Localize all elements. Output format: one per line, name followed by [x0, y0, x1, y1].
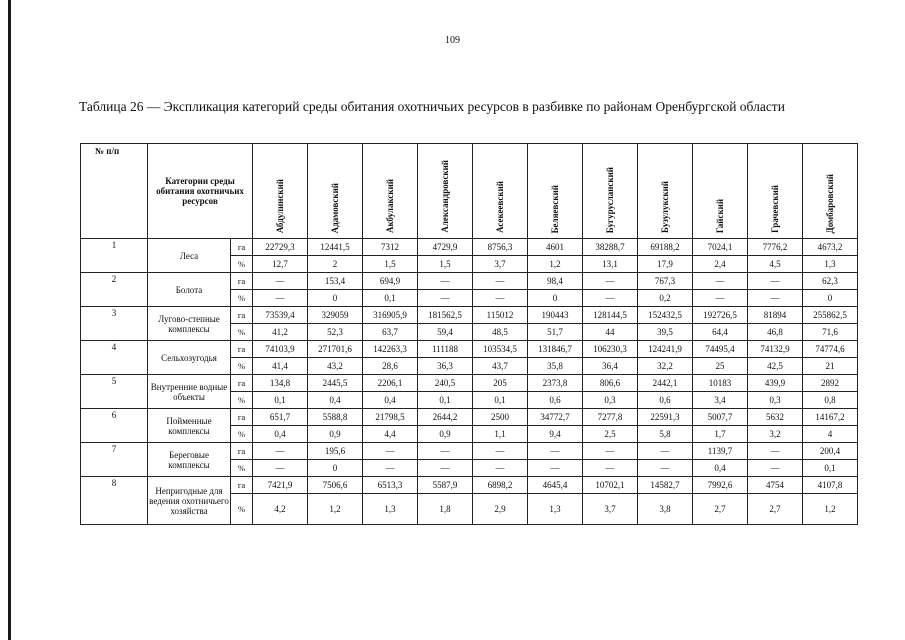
cell-area-ha: — — [528, 443, 583, 460]
cell-percent: 1,3 — [528, 494, 583, 525]
cell-area-ha: 4107,8 — [803, 477, 858, 494]
cell-area-ha: 8756,3 — [473, 239, 528, 256]
cell-percent: 0,4 — [693, 460, 748, 477]
cell-area-ha: 7992,6 — [693, 477, 748, 494]
cell-percent: 4,4 — [363, 426, 418, 443]
district-name: Гайский — [715, 198, 725, 233]
cell-area-ha: 2206,1 — [363, 375, 418, 392]
cell-area-ha: 12441,5 — [308, 239, 363, 256]
cell-area-ha: 4601 — [528, 239, 583, 256]
cell-percent: 4 — [803, 426, 858, 443]
cell-percent: — — [473, 290, 528, 307]
district-name: Беляевский — [550, 184, 560, 233]
binding-edge-line — [8, 0, 11, 640]
cell-percent: 32,2 — [638, 358, 693, 375]
cell-area-ha: 81894 — [748, 307, 803, 324]
cell-area-ha: 14582,7 — [638, 477, 693, 494]
table-row — [81, 443, 858, 460]
cell-area-ha: 74495,4 — [693, 341, 748, 358]
cell-area-ha: 128144,5 — [583, 307, 638, 324]
cell-percent: 0,1 — [363, 290, 418, 307]
cell-area-ha: 14167,2 — [803, 409, 858, 426]
row-category: Болота — [148, 273, 231, 307]
cell-percent: 48,5 — [473, 324, 528, 341]
cell-area-ha: 115012 — [473, 307, 528, 324]
cell-area-ha: 6513,3 — [363, 477, 418, 494]
unit-ha: га — [231, 239, 253, 256]
cell-area-ha: 5007,7 — [693, 409, 748, 426]
cell-area-ha: 7776,2 — [748, 239, 803, 256]
cell-area-ha: 2644,2 — [418, 409, 473, 426]
cell-area-ha: 153,4 — [308, 273, 363, 290]
cell-area-ha: 1139,7 — [693, 443, 748, 460]
district-header — [528, 144, 583, 239]
cell-percent: 0,6 — [638, 392, 693, 409]
district-header — [638, 144, 693, 239]
cell-area-ha: 62,3 — [803, 273, 858, 290]
cell-area-ha: — — [253, 273, 308, 290]
cell-percent: 35,8 — [528, 358, 583, 375]
cell-area-ha: 5587,9 — [418, 477, 473, 494]
district-header — [803, 144, 858, 239]
cell-percent: 2,9 — [473, 494, 528, 525]
cell-percent: 0,8 — [803, 392, 858, 409]
row-number: 1 — [81, 239, 148, 273]
district-header — [363, 144, 418, 239]
row-category: Леса — [148, 239, 231, 273]
cell-area-ha: 22729,3 — [253, 239, 308, 256]
cell-percent: 0,1 — [803, 460, 858, 477]
cell-percent: — — [748, 460, 803, 477]
cell-percent: 3,4 — [693, 392, 748, 409]
cell-percent: 2,7 — [748, 494, 803, 525]
row-category: Пойменные комплексы — [148, 409, 231, 443]
cell-area-ha: 106230,3 — [583, 341, 638, 358]
cell-percent: — — [583, 290, 638, 307]
cell-area-ha: 7312 — [363, 239, 418, 256]
cell-percent: 52,3 — [308, 324, 363, 341]
cell-percent: — — [418, 290, 473, 307]
cell-area-ha: — — [418, 443, 473, 460]
table-row — [81, 307, 858, 324]
cell-area-ha: 5632 — [748, 409, 803, 426]
cell-percent: 1,8 — [418, 494, 473, 525]
table-row — [81, 477, 858, 494]
cell-percent: 0,6 — [528, 392, 583, 409]
cell-percent: 1,2 — [528, 256, 583, 273]
district-header — [693, 144, 748, 239]
cell-area-ha: 271701,6 — [308, 341, 363, 358]
cell-percent: 0,1 — [253, 392, 308, 409]
district-header — [253, 144, 308, 239]
cell-area-ha: 7421,9 — [253, 477, 308, 494]
cell-area-ha: 205 — [473, 375, 528, 392]
cell-percent: 0,4 — [308, 392, 363, 409]
row-category: Внутренние водные объекты — [148, 375, 231, 409]
cell-area-ha: — — [748, 273, 803, 290]
cell-area-ha: — — [253, 443, 308, 460]
cell-percent: 59,4 — [418, 324, 473, 341]
header-category: Категории среды обитания охотничьих ресурсов — [148, 144, 253, 239]
cell-percent: 0 — [528, 290, 583, 307]
cell-percent: 2,4 — [693, 256, 748, 273]
table-row — [81, 375, 858, 392]
district-name: Грачевский — [770, 185, 780, 233]
unit-percent: % — [231, 494, 253, 525]
cell-area-ha: — — [748, 443, 803, 460]
unit-ha: га — [231, 375, 253, 392]
cell-area-ha: — — [473, 443, 528, 460]
row-category: Береговые комплексы — [148, 443, 231, 477]
district-header — [748, 144, 803, 239]
cell-percent: 5,8 — [638, 426, 693, 443]
row-number: 6 — [81, 409, 148, 443]
row-number: 2 — [81, 273, 148, 307]
page-number: 109 — [445, 35, 460, 46]
cell-percent: 13,1 — [583, 256, 638, 273]
cell-area-ha: 4754 — [748, 477, 803, 494]
cell-area-ha: 195,6 — [308, 443, 363, 460]
unit-ha: га — [231, 341, 253, 358]
cell-percent: — — [473, 460, 528, 477]
cell-area-ha: — — [418, 273, 473, 290]
cell-percent: 17,9 — [638, 256, 693, 273]
unit-ha: га — [231, 273, 253, 290]
unit-percent: % — [231, 290, 253, 307]
cell-percent: 1,3 — [803, 256, 858, 273]
cell-area-ha: 439,9 — [748, 375, 803, 392]
cell-area-ha: 131846,7 — [528, 341, 583, 358]
cell-percent: 4,2 — [253, 494, 308, 525]
cell-area-ha: 103534,5 — [473, 341, 528, 358]
cell-percent: 0,3 — [748, 392, 803, 409]
cell-area-ha: 74774,6 — [803, 341, 858, 358]
cell-area-ha: 134,8 — [253, 375, 308, 392]
table-row — [81, 409, 858, 426]
cell-area-ha: 10183 — [693, 375, 748, 392]
cell-percent: 1,2 — [308, 494, 363, 525]
cell-area-ha: 200,4 — [803, 443, 858, 460]
cell-area-ha: 316905,9 — [363, 307, 418, 324]
cell-area-ha: — — [363, 443, 418, 460]
cell-percent: 2 — [308, 256, 363, 273]
unit-percent: % — [231, 324, 253, 341]
district-name: Александровский — [440, 160, 450, 233]
unit-ha: га — [231, 443, 253, 460]
cell-area-ha: 152432,5 — [638, 307, 693, 324]
cell-percent: 2,7 — [693, 494, 748, 525]
cell-percent: 0,2 — [638, 290, 693, 307]
cell-percent: 25 — [693, 358, 748, 375]
cell-percent: 43,7 — [473, 358, 528, 375]
cell-percent: — — [638, 460, 693, 477]
cell-percent: 36,4 — [583, 358, 638, 375]
cell-area-ha: 98,4 — [528, 273, 583, 290]
unit-percent: % — [231, 460, 253, 477]
cell-percent: 12,7 — [253, 256, 308, 273]
cell-area-ha: 192726,5 — [693, 307, 748, 324]
unit-percent: % — [231, 426, 253, 443]
table-row — [81, 239, 858, 256]
cell-area-ha: 7506,6 — [308, 477, 363, 494]
row-category: Сельхозугодья — [148, 341, 231, 375]
cell-area-ha: 181562,5 — [418, 307, 473, 324]
cell-area-ha: — — [473, 273, 528, 290]
row-number: 4 — [81, 341, 148, 375]
unit-percent: % — [231, 358, 253, 375]
cell-area-ha: 767,3 — [638, 273, 693, 290]
district-name: Асекеевский — [495, 181, 505, 233]
cell-percent: 1,3 — [363, 494, 418, 525]
cell-percent: 3,8 — [638, 494, 693, 525]
cell-area-ha: 6898,2 — [473, 477, 528, 494]
cell-area-ha: 2500 — [473, 409, 528, 426]
district-name: Бузулукский — [660, 181, 670, 233]
cell-area-ha: 21798,5 — [363, 409, 418, 426]
cell-area-ha: — — [583, 273, 638, 290]
cell-area-ha: 2445,5 — [308, 375, 363, 392]
district-header — [418, 144, 473, 239]
district-name: Адамовский — [330, 182, 340, 233]
cell-percent: 0 — [308, 290, 363, 307]
cell-percent: 3,7 — [583, 494, 638, 525]
cell-area-ha: 4729,9 — [418, 239, 473, 256]
cell-area-ha: 7277,8 — [583, 409, 638, 426]
cell-percent: 41,2 — [253, 324, 308, 341]
cell-percent: — — [528, 460, 583, 477]
cell-area-ha: 2373,8 — [528, 375, 583, 392]
cell-area-ha: 4645,4 — [528, 477, 583, 494]
cell-area-ha: 255862,5 — [803, 307, 858, 324]
table-caption: Таблица 26 — Экспликация категорий среды обитания охотничьих ресурсов в разбивке по районам Оренбургской области — [79, 99, 785, 114]
cell-percent: — — [363, 460, 418, 477]
cell-percent: 1,5 — [363, 256, 418, 273]
cell-percent: 51,7 — [528, 324, 583, 341]
district-name: Домбаровский — [825, 173, 835, 233]
cell-percent: 4,5 — [748, 256, 803, 273]
cell-area-ha: 111188 — [418, 341, 473, 358]
cell-area-ha: 5588,8 — [308, 409, 363, 426]
cell-percent: 1,5 — [418, 256, 473, 273]
cell-percent: 3,7 — [473, 256, 528, 273]
cell-percent: 64,4 — [693, 324, 748, 341]
cell-percent: 39,5 — [638, 324, 693, 341]
cell-area-ha: 7024,1 — [693, 239, 748, 256]
cell-percent: 0,4 — [253, 426, 308, 443]
row-number: 8 — [81, 477, 148, 525]
cell-percent: — — [748, 290, 803, 307]
cell-percent: — — [583, 460, 638, 477]
table-row — [81, 273, 858, 290]
cell-area-ha: 190443 — [528, 307, 583, 324]
cell-area-ha: 38288,7 — [583, 239, 638, 256]
cell-percent: 71,6 — [803, 324, 858, 341]
cell-percent: 0 — [803, 290, 858, 307]
district-name: Бугурусланский — [605, 166, 615, 233]
cell-percent: 0,1 — [418, 392, 473, 409]
cell-percent: — — [253, 460, 308, 477]
cell-percent: 43,2 — [308, 358, 363, 375]
cell-area-ha: 694,9 — [363, 273, 418, 290]
cell-area-ha: 240,5 — [418, 375, 473, 392]
cell-percent: — — [418, 460, 473, 477]
row-number: 3 — [81, 307, 148, 341]
cell-area-ha: 2892 — [803, 375, 858, 392]
cell-area-ha: 22591,3 — [638, 409, 693, 426]
cell-area-ha: 651,7 — [253, 409, 308, 426]
cell-area-ha: — — [638, 443, 693, 460]
cell-percent: 9,4 — [528, 426, 583, 443]
district-header — [583, 144, 638, 239]
unit-percent: % — [231, 256, 253, 273]
cell-percent: 44 — [583, 324, 638, 341]
cell-percent: 21 — [803, 358, 858, 375]
unit-ha: га — [231, 477, 253, 494]
cell-percent: 28,6 — [363, 358, 418, 375]
cell-percent: 42,5 — [748, 358, 803, 375]
cell-percent: 0,9 — [418, 426, 473, 443]
cell-percent: 46,8 — [748, 324, 803, 341]
district-name: Абдулинский — [275, 178, 285, 233]
cell-percent: 0 — [308, 460, 363, 477]
cell-percent: 63,7 — [363, 324, 418, 341]
cell-area-ha: 69188,2 — [638, 239, 693, 256]
table-header-row — [81, 144, 858, 239]
row-number: 5 — [81, 375, 148, 409]
cell-area-ha: 2442,1 — [638, 375, 693, 392]
cell-area-ha: 329059 — [308, 307, 363, 324]
cell-percent: 2,5 — [583, 426, 638, 443]
district-header — [473, 144, 528, 239]
row-category: Лугово-степные комплексы — [148, 307, 231, 341]
cell-percent: 1,2 — [803, 494, 858, 525]
row-category: Непригодные для ведения охотничьего хозяйства — [148, 477, 231, 525]
cell-percent: 0,4 — [363, 392, 418, 409]
table-row — [81, 341, 858, 358]
cell-percent: 0,9 — [308, 426, 363, 443]
cell-area-ha: 4673,2 — [803, 239, 858, 256]
header-number: № п/п — [81, 144, 148, 239]
row-number: 7 — [81, 443, 148, 477]
cell-area-ha: 142263,3 — [363, 341, 418, 358]
district-name: Акбулакский — [385, 179, 395, 233]
cell-area-ha: 124241,9 — [638, 341, 693, 358]
unit-percent: % — [231, 392, 253, 409]
cell-percent: 1,1 — [473, 426, 528, 443]
cell-area-ha: 34772,7 — [528, 409, 583, 426]
cell-percent: 3,2 — [748, 426, 803, 443]
table-body — [81, 239, 858, 525]
cell-area-ha: 806,6 — [583, 375, 638, 392]
cell-percent: — — [253, 290, 308, 307]
cell-area-ha: 74132,9 — [748, 341, 803, 358]
unit-ha: га — [231, 409, 253, 426]
unit-ha: га — [231, 307, 253, 324]
cell-area-ha: — — [583, 443, 638, 460]
cell-area-ha: 73539,4 — [253, 307, 308, 324]
cell-percent: 41,4 — [253, 358, 308, 375]
cell-area-ha: 10702,1 — [583, 477, 638, 494]
cell-percent: 36,3 — [418, 358, 473, 375]
cell-area-ha: 74103,9 — [253, 341, 308, 358]
cell-area-ha: — — [693, 273, 748, 290]
cell-percent: 0,3 — [583, 392, 638, 409]
district-header — [308, 144, 363, 239]
cell-percent: 1,7 — [693, 426, 748, 443]
cell-percent: 0,1 — [473, 392, 528, 409]
cell-percent: — — [693, 290, 748, 307]
explication-table — [80, 143, 858, 525]
